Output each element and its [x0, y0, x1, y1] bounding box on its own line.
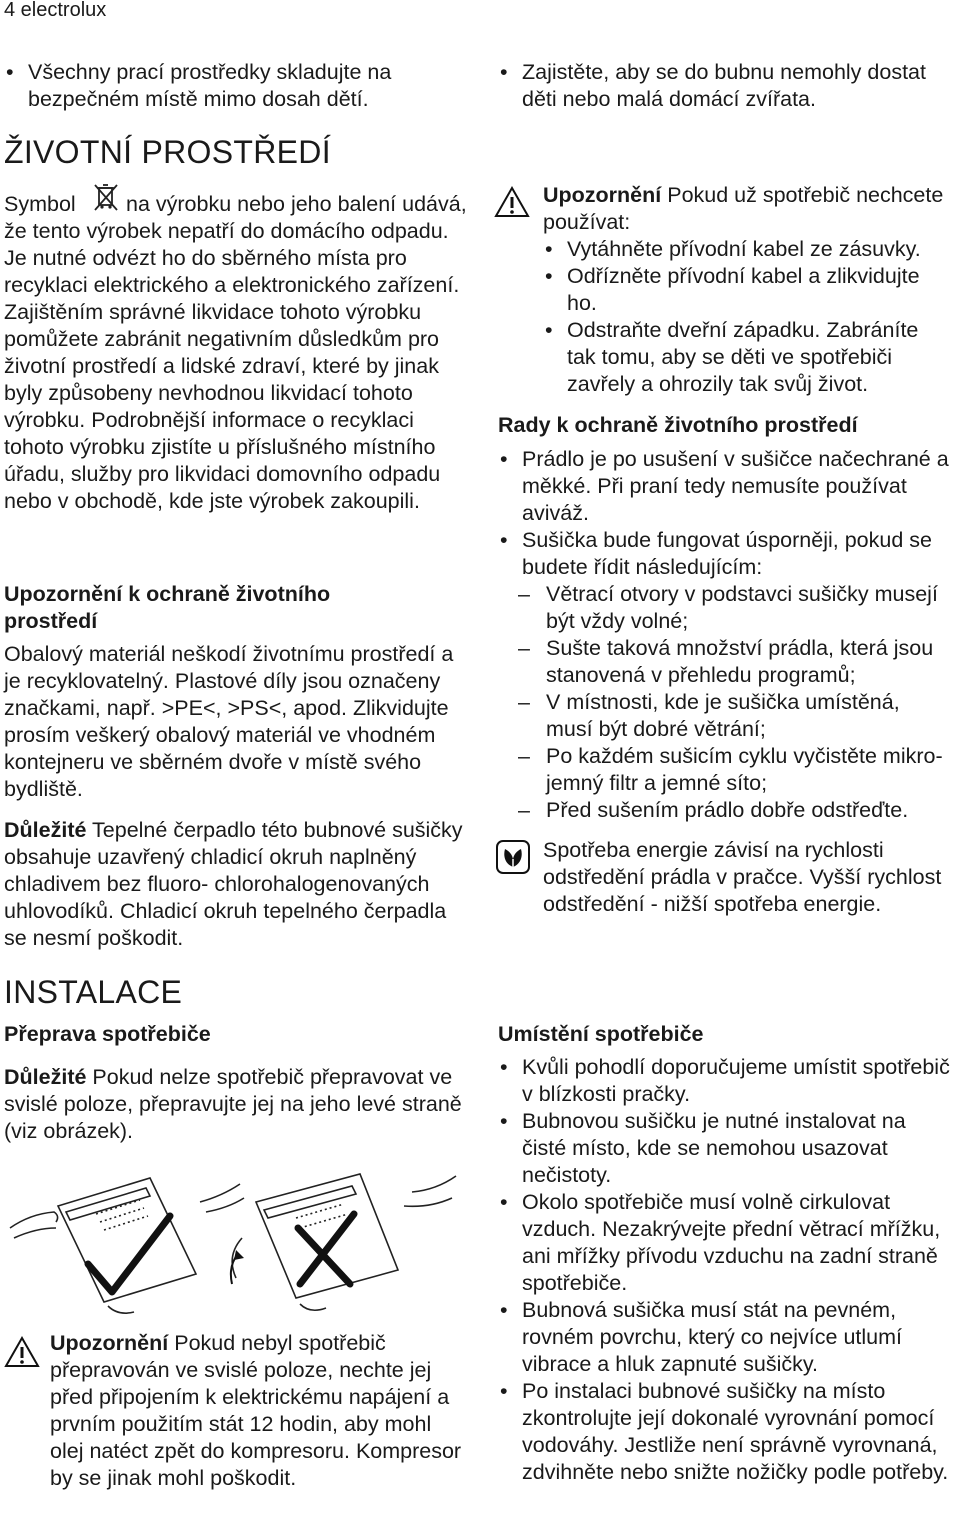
disposal-caution	[543, 182, 953, 398]
caution-text: Pokud už spotřebič nechcete používat:	[543, 183, 944, 234]
placement-list	[498, 1054, 950, 1486]
important-refrigerant-paragraph	[4, 817, 470, 952]
transport-caution-paragraph	[50, 1330, 470, 1492]
eco-tips	[498, 446, 950, 824]
transport-important-label: Důležité	[4, 1065, 87, 1089]
intro-list-right	[498, 59, 938, 113]
warning-triangle-icon	[4, 1336, 40, 1368]
list-item: • Kvůli pohodlí doporučujeme umístit spotřebič v blízkosti pračky.	[498, 1054, 950, 1108]
subheading-transport: Přeprava spotřebiče	[4, 1022, 211, 1046]
list-item: • Odřízněte přívodní kabel a zlikvidujte ho.	[543, 263, 953, 317]
list-item: – Sušte taková množství prádla, která jsou stanovená v přehledu programů;	[498, 635, 950, 689]
list-item: • Všechny prací prostředky skladujte na bezpečném místě mimo dosah dětí.	[4, 59, 464, 113]
list-item: – V místnosti, kde je sušička umístěná, musí být dobré větrání;	[498, 689, 950, 743]
environment-paragraph	[4, 191, 468, 515]
section-heading-installation: INSTALACE	[4, 974, 183, 1010]
list-item: • Po instalaci bubnové sušičky na místo zkontrolujte její dokonalé vyrovnání pomocí vodováhy. Jestliže není správně vyrovnaná, zdvihněte nebo snižte nožičky podle potřeby.	[498, 1378, 950, 1486]
list-item: • Prádlo je po usušení v sušičce načechrané a měkké. Při praní tedy nemusíte používat aviváž.	[498, 446, 950, 527]
symbol-word: Symbol	[4, 192, 76, 216]
eco-tips-sublist	[498, 581, 950, 824]
list-item: • Bubnovou sušičku je nutné instalovat na čisté místo, kde se nemohou usazovat nečistoty.	[498, 1108, 950, 1189]
list-item: – Větrací otvory v podstavci sušičky musejí být vždy volné;	[498, 581, 950, 635]
list-item: • Odstraňte dveřní západku. Zabráníte tak tomu, aby se děti ve spotřebiči zavřely a ohrozily tak svůj život.	[543, 317, 953, 398]
caution-label: Upozornění	[543, 183, 662, 207]
subheading-eco-tips: Rady k ochraně životního prostředí	[498, 413, 858, 437]
caution-label: Upozornění	[50, 1331, 169, 1355]
eco-tips-list	[498, 446, 950, 581]
list-item: – Po každém sušicím cyklu vyčistěte mikro-jemný filtr a jemné síto;	[498, 743, 950, 797]
warning-triangle-icon	[494, 186, 530, 218]
subheading-placement: Umístění spotřebiče	[498, 1022, 704, 1046]
section-heading-environment: ŽIVOTNÍ PROSTŘEDÍ	[4, 134, 331, 170]
disposal-caution-list	[543, 236, 953, 398]
transport-paragraph	[4, 1064, 466, 1145]
caution-text: Pokud nebyl spotřebič přepravován ve svislé poloze, nechte jej před připojením k elektrickému napájení a prvním použitím stát 12 hodin, aby mohl olej natéct zpět do kompresoru. Kompresor by se jinak mohl poškodit.	[50, 1331, 462, 1490]
list-item: • Bubnová sušička musí stát na pevném, rovném povrchu, který co nejvíce utlumí vibrace a hluk zapnuté sušičky.	[498, 1297, 950, 1378]
environment-warning-paragraph: Obalový materiál neškodí životnímu prostředí a je recyklovatelný. Plastové díly jsou označeny značkami, např. >PE<, >PS<, apod. Zlikvidujte prosím veškerý obalový materiál ve vhodném kontejneru ve sběrném dvoře v místě svého bydliště.	[4, 642, 454, 801]
list-item: • Zajistěte, aby se do bubnu nemohly dostat děti nebo malá domácí zvířata.	[498, 59, 938, 113]
eco-leaf-icon	[496, 840, 530, 874]
transport-text: Pokud nelze spotřebič přepravovat ve svislé poloze, přepravujte jej na jeho levé straně (viz obrázek).	[4, 1065, 462, 1143]
environment-text: na výrobku nebo jeho balení udává, že tento výrobek nepatří do domácího odpadu. Je nutné odvézt ho do sběrného místa pro recyklaci elektrického a elektronického zařízení. Zajištěním správné likvidace tohoto výrobku pomůžete zabránit negativním důsledkům pro životní prostředí a lidské zdraví, které by jinak byly způsobeny nevhodnou likvidací tohoto výrobku. Podrobnější informace o recyklaci tohoto výrobku zjistíte u příslušného místního úřadu, služby pro likvidaci domovního odpadu nebo v obchodě, kde jste výrobek zakoupili.	[4, 192, 467, 513]
intro-list-left	[4, 59, 464, 113]
important-label: Důležité	[4, 818, 87, 842]
list-item: • Sušička bude fungovat úsporněji, pokud se budete řídit následujícím:	[498, 527, 950, 581]
subheading-environment-warning: Upozornění k ochraně životního prostředí	[4, 582, 331, 633]
transport-illustration	[0, 1166, 470, 1316]
disposal-caution-intro	[543, 182, 953, 236]
important-text: Tepelné čerpadlo této bubnové sušičky obsahuje uzavřený chladicí okruh naplněný chladivem bez fluoro- chlorohalogenovaných uhlovodíků. Chladicí okruh tepelného čerpadla se nesmí poškodit.	[4, 818, 463, 950]
page-header: 4 electrolux	[4, 0, 107, 21]
energy-note: Spotřeba energie závisí na rychlosti odstředění prádla v pračce. Vyšší rychlost odstředění - nižší spotřeba energie.	[543, 838, 942, 916]
list-item: – Před sušením prádlo dobře odstřeďte.	[498, 797, 950, 824]
list-item: • Okolo spotřebiče musí volně cirkulovat vzduch. Nezakrývejte přední větrací mřížku, ani mřížky přívodu vzduchu na zadní straně spotřebiče.	[498, 1189, 950, 1297]
list-item: • Vytáhněte přívodní kabel ze zásuvky.	[543, 236, 953, 263]
